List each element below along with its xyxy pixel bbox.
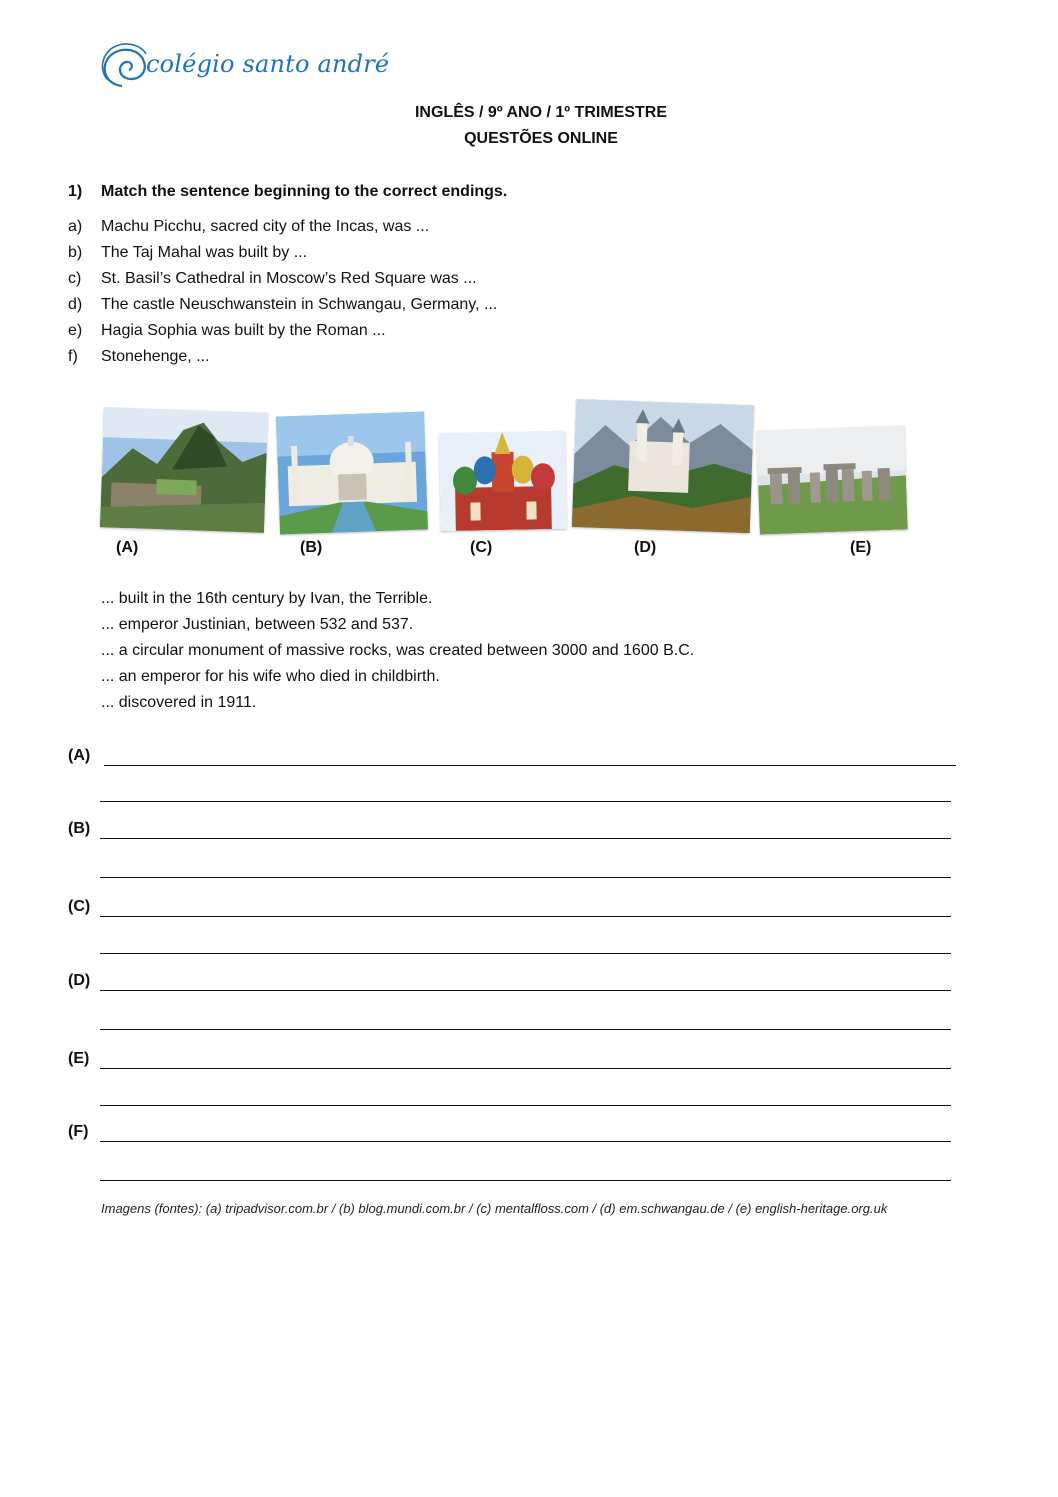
ending-text: ... emperor Justinian, between 532 and 537.: [101, 616, 414, 633]
photo-caption: (D): [634, 539, 657, 556]
answer-label: (E): [68, 1050, 90, 1067]
beginning-text: The castle Neuschwanstein in Schwangau, Germany, ...: [101, 296, 498, 313]
page-title: INGLÊS / 9º ANO / 1º TRIMESTRE: [414, 104, 667, 121]
answer-line[interactable]: [100, 1141, 951, 1142]
beginning-letter: d): [68, 296, 83, 313]
photo-stonehenge: [756, 425, 908, 534]
photo-caption: (A): [116, 539, 139, 556]
answer-line[interactable]: [100, 877, 951, 878]
answer-line[interactable]: [100, 953, 951, 954]
answer-label: (B): [68, 820, 91, 837]
beginning-text: Machu Picchu, sacred city of the Incas, was ...: [101, 218, 430, 235]
question-number: 1): [68, 183, 83, 200]
answer-line[interactable]: [100, 838, 951, 839]
image-credits: Imagens (fontes): (a) tripadvisor.com.br / (b) blog.mundi.com.br / (c) mentalfloss.com / (d) em.schwangau.de / (e) english-heritage.org.uk: [101, 1201, 888, 1216]
beginning-text: Stonehenge, ...: [101, 348, 210, 365]
answer-line[interactable]: [100, 801, 951, 802]
answer-line[interactable]: [100, 990, 951, 991]
answer-label: (A): [68, 747, 91, 764]
beginning-text: The Taj Mahal was built by ...: [101, 244, 308, 261]
photo-neuschwanstein-castle: [572, 399, 754, 533]
beginning-letter: b): [68, 244, 83, 261]
answer-line[interactable]: [100, 916, 951, 917]
ending-text: ... built in the 16th century by Ivan, the Terrible.: [101, 590, 433, 607]
question-instruction: Match the sentence beginning to the correct endings.: [101, 183, 508, 200]
beginning-letter: c): [68, 270, 82, 287]
photo-machu-picchu: [100, 407, 268, 533]
beginning-letter: f): [68, 348, 78, 365]
answer-label: (D): [68, 972, 91, 989]
page-subtitle: QUESTÕES ONLINE: [464, 130, 618, 147]
answer-line[interactable]: [100, 1180, 951, 1181]
ending-text: ... discovered in 1911.: [101, 694, 257, 711]
photo-caption: (E): [850, 539, 872, 556]
answer-line[interactable]: [100, 1029, 951, 1030]
school-name: colégio santo andré: [146, 50, 390, 78]
answer-line[interactable]: [104, 765, 956, 766]
beginning-letter: e): [68, 322, 83, 339]
photo-caption: (B): [300, 539, 323, 556]
answer-label: (C): [68, 898, 91, 915]
answer-line[interactable]: [100, 1068, 951, 1069]
ending-text: ... a circular monument of massive rocks, was created between 3000 and 1600 B.C.: [101, 642, 695, 659]
ending-text: ... an emperor for his wife who died in childbirth.: [101, 668, 440, 685]
beginning-letter: a): [68, 218, 83, 235]
beginning-text: Hagia Sophia was built by the Roman ...: [101, 322, 386, 339]
photo-st-basils-cathedral: [439, 431, 567, 531]
answer-label: (F): [68, 1123, 89, 1140]
photo-caption: (C): [470, 539, 493, 556]
answer-line[interactable]: [100, 1105, 951, 1106]
photo-taj-mahal: [276, 411, 428, 534]
beginning-text: St. Basil’s Cathedral in Moscow’s Red Square was ...: [101, 270, 477, 287]
